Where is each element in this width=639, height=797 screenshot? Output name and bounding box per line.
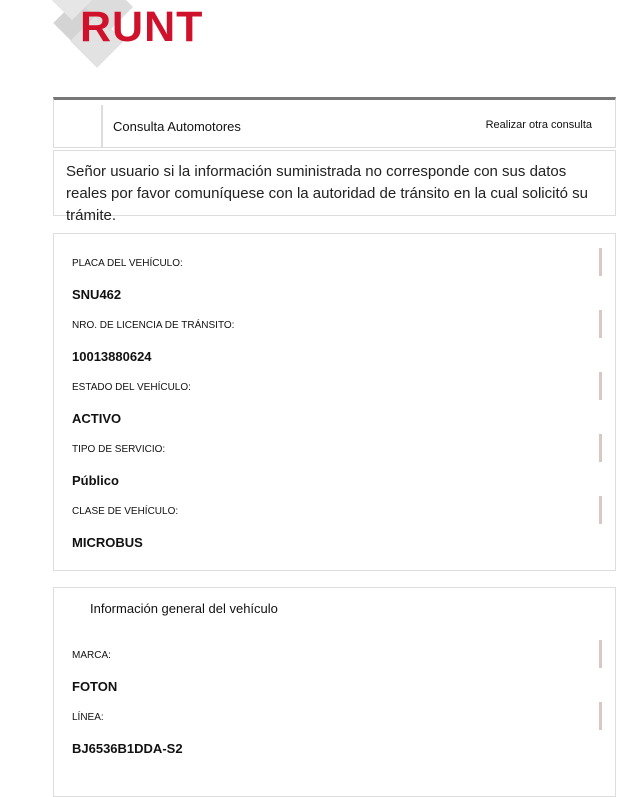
field-estado [54, 360, 615, 426]
field-value: BJ6536B1DDA-S2 [72, 741, 183, 756]
field-marker [599, 434, 602, 462]
field-label: LÍNEA: [72, 712, 104, 723]
field-marker [599, 248, 602, 276]
section-title[interactable]: Información general del vehículo [90, 601, 278, 616]
field-label: CLASE DE VEHÍCULO: [72, 506, 179, 517]
logo-text: RUNT [80, 3, 204, 51]
field-marker [599, 496, 602, 524]
field-marca [54, 628, 615, 694]
field-marker [599, 640, 602, 668]
field-value: 10013880624 [72, 349, 152, 364]
field-label: ESTADO DEL VEHÍCULO: [72, 382, 191, 393]
field-clase [54, 484, 615, 550]
field-servicio [54, 422, 615, 488]
page-header [53, 97, 616, 148]
new-query-link[interactable]: Realizar otra consulta [485, 119, 592, 131]
field-value: MICROBUS [72, 535, 143, 550]
notice-message: Señor usuario si la información suministrada no corresponde con sus datos reales por favor comuníquese con la autoridad de tránsito en la cual solicitó su trámite. [53, 150, 616, 216]
field-marker [599, 310, 602, 338]
field-label: MARCA: [72, 650, 111, 661]
field-value: SNU462 [72, 287, 122, 302]
general-info-section [53, 587, 616, 797]
field-label: TIPO DE SERVICIO: [72, 444, 166, 455]
field-licencia [54, 298, 615, 364]
field-placa [54, 236, 615, 302]
field-marker [599, 372, 602, 400]
field-value: ACTIVO [72, 411, 122, 426]
field-label: NRO. DE LICENCIA DE TRÁNSITO: [72, 320, 235, 331]
field-label: PLACA DEL VEHÍCULO: [72, 258, 183, 269]
field-value: Público [72, 473, 119, 488]
divider [101, 105, 103, 148]
page-title: Consulta Automotores [113, 119, 241, 134]
field-value: FOTON [72, 679, 118, 694]
vehicle-summary [53, 233, 616, 571]
field-marker [599, 702, 602, 730]
field-linea [54, 690, 615, 756]
